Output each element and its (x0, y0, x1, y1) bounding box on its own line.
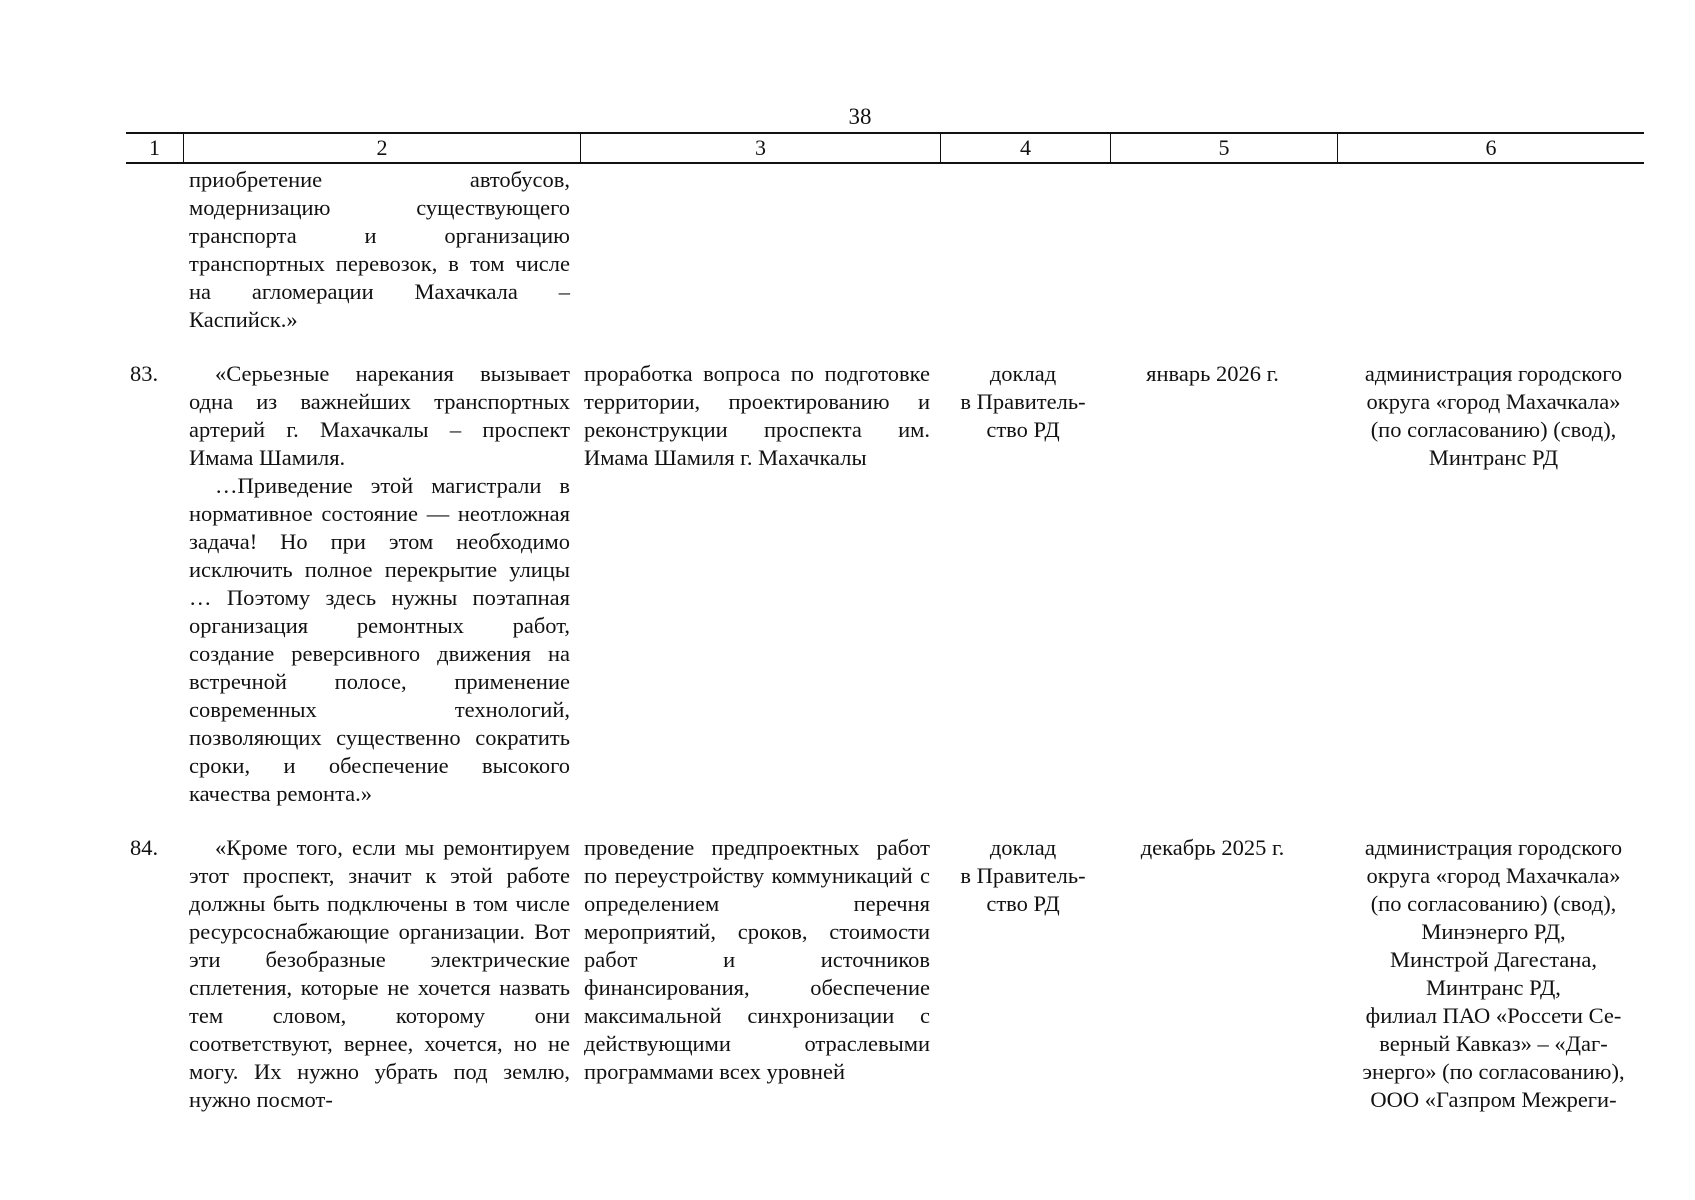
header-col-6: 6 (1337, 134, 1644, 162)
deadline-cell: декабрь 2025 г. (1140, 835, 1285, 860)
quote-paragraph: «Кроме того, если мы ремонтируем этот проспект, значит к этой работе должны быть подключены в том числе ресурсоснабжающие организации. Вот эти безобразные электрические сплетения, которые не хочется назвать тем словом, которому они соответствуют, вернее, хочется, но не могу. Их нужно убрать под землю, нужно посмот- (189, 835, 570, 1112)
responsible-line: (по согласованию) (свод), (1370, 417, 1617, 442)
quote-paragraph: приобретение автобусов, модернизацию существующего транспорта и организацию транспортных перевозок, в том числе на агломерации Махачкала – Каспийск.» (189, 167, 570, 332)
responsible-line: администрация городского (1364, 835, 1623, 860)
responsible-line: Минтранс РД (1428, 445, 1559, 470)
quote-cell (183, 834, 580, 1114)
quote-cell (183, 166, 580, 334)
report-form-line: доклад (989, 361, 1057, 386)
responsible-cell (1337, 166, 1644, 334)
report-form-cell (940, 360, 1110, 808)
responsible-line: округа «город Махачкала» (1366, 389, 1621, 414)
measures-table (126, 132, 1644, 1114)
responsible-line: верный Кавказ» – «Даг- (1379, 1031, 1608, 1056)
action-cell: проработка вопроса по подготовке территории, проектированию и реконструкции проспекта им. Имама Шамиля г. Махачкалы (584, 361, 930, 470)
header-col-3: 3 (580, 134, 940, 162)
report-form-line: ство РД (986, 417, 1060, 442)
deadline-cell: январь 2026 г. (1146, 361, 1279, 386)
header-col-1: 1 (149, 135, 160, 160)
responsible-line: Минтранс РД, (1426, 975, 1561, 1000)
action-cell (580, 166, 940, 334)
deadline-cell (1110, 166, 1337, 334)
responsible-line: филиал ПАО «Россети Се- (1365, 1003, 1622, 1028)
header-col-4: 4 (940, 134, 1110, 162)
report-form-line: в Правитель- (960, 863, 1086, 888)
responsible-line: (по согласованию) (свод), (1370, 891, 1617, 916)
table-row (126, 834, 1644, 1114)
quote-paragraph: …Приведение этой магистрали в нормативное состояние — неотложная задача! Но при этом необходимо исключить полное перекрытие улицы … Поэтому здесь нужны поэтапная организация ремонтных работ, создание реверсивного движения на встречной полосе, применение современных технологий, позволяющих существенно сократить сроки, и обеспечение высокого качества ремонта.» (189, 473, 570, 806)
table-row (126, 360, 1644, 808)
row-number: 83. (130, 361, 159, 386)
report-form-line: ство РД (986, 891, 1060, 916)
header-col-5: 5 (1110, 134, 1337, 162)
report-form-cell (940, 834, 1110, 1114)
report-form-line: доклад (989, 835, 1057, 860)
report-form-line: в Правитель- (960, 389, 1086, 414)
table-row (126, 166, 1644, 334)
row-number: 84. (130, 835, 159, 860)
report-form-cell (940, 166, 1110, 334)
responsible-line: округа «город Махачкала» (1366, 863, 1621, 888)
responsible-line: энерго» (по согласованию), (1362, 1059, 1625, 1084)
table-header-row (126, 132, 1644, 164)
page-number: 38 (848, 104, 872, 129)
action-cell: проведение предпроектных работ по переустройству коммуникаций с определением перечня мероприятий, сроков, стоимости работ и источников финансирования, обеспечение максимальной синхронизации с действующими отраслевыми программами всех уровней (584, 835, 930, 1084)
responsible-cell (1337, 360, 1644, 808)
responsible-line: Минэнерго РД, (1421, 919, 1566, 944)
responsible-line: администрация городского (1364, 361, 1623, 386)
quote-paragraph: «Серьезные нарекания вызывает одна из важнейших транспортных артерий г. Махачкалы – проспект Имама Шамиля. (189, 361, 570, 470)
responsible-line: ООО «Газпром Межреги- (1370, 1087, 1617, 1112)
responsible-cell (1337, 834, 1644, 1114)
header-col-2: 2 (183, 134, 580, 162)
responsible-line: Минстрой Дагестана, (1390, 947, 1597, 972)
quote-cell (183, 360, 580, 808)
row-number (126, 166, 183, 334)
